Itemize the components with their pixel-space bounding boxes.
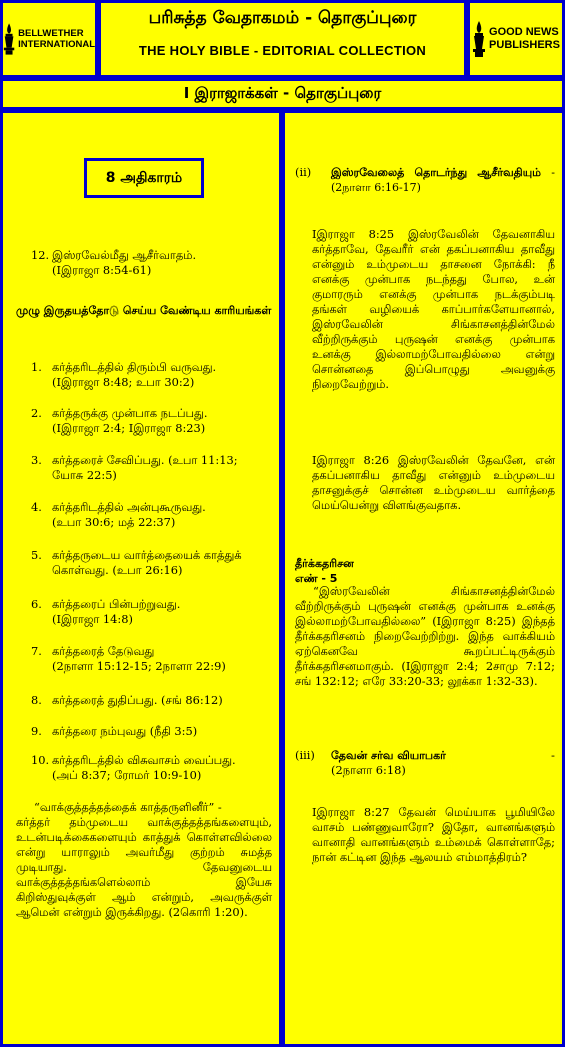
item-number: 5.: [31, 548, 42, 562]
section-iii-title-text: தேவன் சர்வ வியாபகர்: [331, 749, 446, 762]
item-text: கர்த்தரைச் சேவிப்பது. (உபா 11:13;: [52, 453, 238, 467]
list-item: [31, 406, 271, 436]
section-heading: முழு இருதயத்தோடு செய்ய வேண்டிய காரியங்கள்: [16, 304, 272, 317]
item-number: 10.: [31, 753, 50, 767]
item-text: கர்த்தருக்கு முன்பாக நடப்பது.: [52, 406, 208, 420]
item-number: 4.: [31, 500, 42, 514]
item-ref: (Iஇராஜா 8:54-61): [52, 263, 152, 277]
section-ii-ref: - (2நாளா 6:16-17): [331, 166, 555, 194]
item-text: கர்த்தரைத் தேடுவது: [52, 644, 155, 658]
item-text: கர்த்தருடைய வார்த்தையைக் காத்துக்: [52, 548, 242, 562]
bellwether-line2: INTERNATIONAL: [18, 39, 95, 50]
item-ref: (உபா 30:6; மத் 22:37): [52, 515, 176, 529]
item-ref: (Iஇராஜா 14:8): [52, 612, 133, 626]
list-item: [31, 548, 271, 578]
list-item: [31, 248, 271, 278]
item-text: கர்த்தரைப் பின்பற்றுவது.: [52, 597, 181, 611]
paragraph-8-26: Iஇராஜா 8:26 இஸ்ரவேலின் தேவனே, என் தகப்பனாகிய தாவீது என்னும் உம்முடைய தாசனுக்குச் சொன்ன உம்முடைய வார்த்தை மெய்யென்று விளங்குவதாக.: [312, 453, 555, 512]
book-title-bar: [0, 78, 565, 110]
list-item: [31, 753, 271, 783]
list-item: [31, 597, 271, 627]
item-number: 3.: [31, 453, 42, 467]
item-ref: (Iஇராஜா 8:48; உபா 30:2): [52, 375, 195, 389]
bellwether-logo: [3, 3, 95, 75]
title-box: [98, 0, 467, 78]
title-tamil: பரிசுத்த வேதாகமம் - தொகுப்புரை: [148, 8, 417, 28]
section-iii-label: (iii): [295, 748, 315, 762]
paragraph-8-25: Iஇராஜா 8:25 இஸ்ரவேலின் தேவனாகிய கர்த்தாவே, தேவரீர் என் தகப்பனாகிய தாவீது என்னும் உம்முடைய தாசனை நோக்கி: நீ எனக்கு முன்பாக நடந்தது போல, உன் குமாரரும் எனக்கு முன்பாக நடக்கும்படி தங்கள் வழியைக் காப்பார்களேயானால், இஸ்ரவேலின் சிங்காசனத்தின்மேல் வீற்றிருக்கும் புருஷன் எனக்கு முன்பாக உனக்கு இல்லாமற்போவதில்லை என்று சொன்னதை இப்பொழுது அவனுக்கு நிறைவேற்றும்.: [312, 227, 555, 391]
list-item: [31, 500, 271, 530]
section-iii-dash: -: [551, 749, 555, 762]
lamp-icon: [472, 19, 486, 59]
item-ref: கொள்வது. (உபா 26:16): [52, 563, 183, 577]
book-title: I இராஜாக்கள் - தொகுப்புரை: [183, 84, 382, 102]
right-logo-box: [467, 0, 565, 78]
section-iii-title: [331, 748, 555, 763]
prophecy-body: “இஸ்ரவேலின் சிங்காசனத்தின்மேல் வீற்றிருக்கும் புருஷன் எனக்கு முன்பாக உனக்கு இல்லாமற்போவதில்லை” (Iஇராஜா 8:25) இந்தத் தீர்க்கதரிசனம் நிறைவேற்றிற்று. இந்த வாக்கியம் ஏற்கெனவே கூறப்பட்டிருக்கும் தீர்க்கதரிசனமாகும். (Iஇராஜா 2:4; 2சாமு 7:12; சங் 132:12; எரே 33:20-33; லூக்கா 1:32-33).: [295, 584, 555, 688]
paragraph-8-27: Iஇராஜா 8:27 தேவன் மெய்யாக பூமியிலே வாசம் பண்ணுவாரோ? இதோ, வானங்களும் வானாதி வானங்களும் உம்மைக் கொள்ளாதே; நான் கட்டின இந்த ஆலயம் எம்மாத்திரம்?: [312, 805, 555, 864]
bellwether-name: [18, 28, 95, 50]
item-number: 2.: [31, 406, 42, 420]
item-number: 7.: [31, 644, 42, 658]
list-item: [31, 360, 271, 390]
goodnews-name: [489, 26, 560, 52]
item-number: 12.: [31, 248, 50, 262]
quote-title: “வாக்குத்தத்தத்தைக் காத்தருளினீர்” -: [34, 800, 222, 814]
goodnews-logo: [470, 3, 562, 75]
list-item: [31, 644, 271, 674]
section-ii-title: இஸ்ரவேலைத் தொடர்ந்து ஆசீர்வதியும்: [331, 166, 541, 179]
item-text: இஸ்ரவேல்மீது ஆசீர்வாதம்.: [52, 248, 197, 262]
section-iii-ref: (2நாளா 6:18): [331, 763, 406, 777]
lamp-icon: [3, 19, 15, 59]
quote-body: கர்த்தர் தம்முடைய வாக்குத்தத்தங்களையும், உடன்படிக்கைகளையும் காத்துக் கொள்ளவில்லை என்று யாராலும் அவர்மீது குற்றம் சுமத்த முடியாது. தேவனுடைய வாக்குத்தத்தங்களெல்லாம் இயேசு கிறிஸ்துவுக்குள் ஆம் என்றும், அவருக்குள் ஆமென் என்றும் இருக்கிறது. (2கொரி 1:20).: [16, 815, 272, 919]
section-ii-label: (ii): [295, 165, 312, 179]
left-logo-box: [0, 0, 98, 78]
item-text: கர்த்தரிடத்தில் அன்புகூருவது.: [52, 500, 206, 514]
item-number: 9.: [31, 724, 42, 738]
item-ref: (Iஇராஜா 2:4; Iஇராஜா 8:23): [52, 421, 206, 435]
section-ii: [295, 165, 555, 195]
item-ref: (2நாளா 15:12-15; 2நாளா 22:9): [52, 659, 226, 673]
quote-block: [16, 800, 272, 920]
item-text: கர்த்தரைத் துதிப்பது. (சங் 86:12): [52, 693, 223, 707]
list-item: [31, 453, 271, 483]
list-item: [31, 693, 271, 708]
chapter-label: 8 அதிகாரம்: [84, 158, 204, 198]
goodnews-line1: GOOD NEWS: [489, 26, 559, 38]
item-ref: (அப் 8:37; ரோமர் 10:9-10): [52, 768, 202, 782]
prophecy-heading: தீர்க்கதரிசன எண் - 5: [295, 557, 354, 585]
item-number: 1.: [31, 360, 42, 374]
item-text: கர்த்தரிடத்தில் விசுவாசம் வைப்பது.: [52, 753, 236, 767]
bellwether-line1: BELLWETHER: [18, 28, 84, 39]
item-text: கர்த்தரிடத்தில் திரும்பி வருவது.: [52, 360, 217, 374]
item-text: கர்த்தரை நம்புவது (நீதி 3:5): [52, 724, 198, 738]
goodnews-line2: PUBLISHERS: [489, 39, 560, 51]
item-ref: யோசு 22:5): [52, 468, 117, 482]
item-number: 8.: [31, 693, 42, 707]
title-english: THE HOLY BIBLE - EDITORIAL COLLECTION: [138, 43, 427, 58]
list-item: [31, 724, 271, 739]
section-iii: [295, 748, 555, 778]
item-number: 6.: [31, 597, 42, 611]
section-ii-title-line: [331, 165, 555, 195]
